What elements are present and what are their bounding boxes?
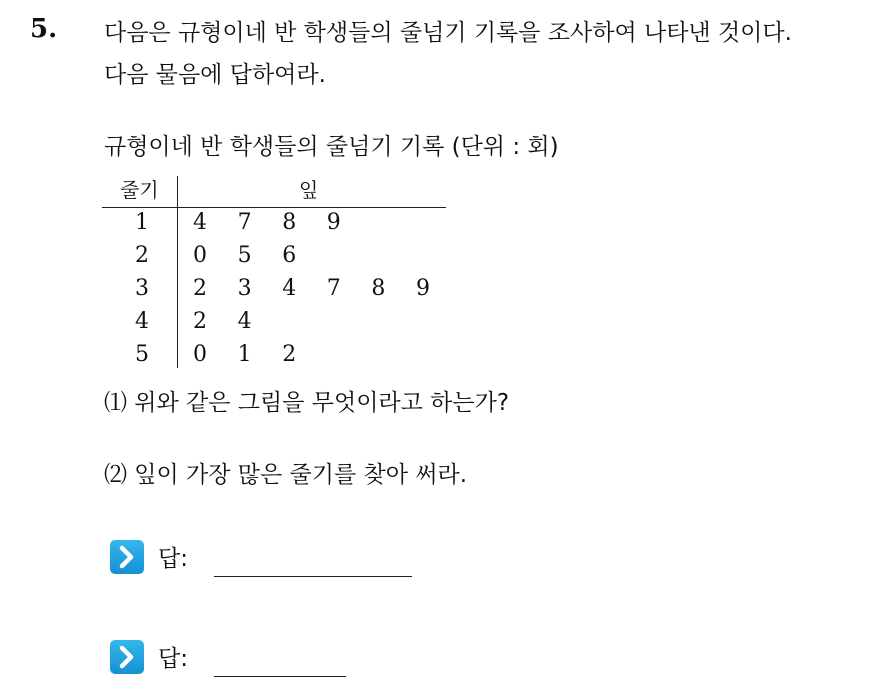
question-intro-line2: 다음 물음에 답하여라.	[104, 62, 326, 88]
stem-value: 2	[135, 243, 149, 268]
leaf-value: 0	[193, 342, 207, 367]
leaf-value: 2	[193, 309, 207, 334]
question-intro-line1: 다음은 규형이네 반 학생들의 줄넘기 기록을 조사하여 나타낸 것이다.	[104, 20, 792, 46]
stem-value: 4	[135, 309, 149, 334]
answer-2	[110, 636, 430, 676]
stem-leaf-row	[102, 309, 446, 339]
stem-leaf-row	[102, 276, 446, 306]
header-divider	[102, 207, 446, 208]
leaf-header: 잎	[299, 178, 319, 202]
leaf-value: 7	[237, 210, 252, 235]
leaf-value: 2	[282, 342, 297, 367]
stem-leaf-row	[102, 210, 446, 240]
leaf-value: 4	[193, 210, 207, 235]
question-number: 5.	[30, 14, 58, 44]
leaf-value: 2	[193, 276, 207, 301]
table-title: 규형이네 반 학생들의 줄넘기 기록 (단위 : 회)	[104, 134, 559, 160]
leaf-value: 9	[416, 276, 430, 301]
stem-value: 3	[135, 276, 149, 301]
leaf-value: 3	[237, 276, 252, 301]
stem-leaf-row	[102, 342, 446, 372]
answer-blank[interactable]	[214, 676, 346, 677]
stem-header: 줄기	[120, 178, 159, 202]
leaf-value: 9	[326, 210, 341, 235]
subquestion-1: ⑴ 위와 같은 그림을 무엇이라고 하는가?	[104, 390, 510, 416]
leaf-value: 4	[282, 276, 297, 301]
leaf-value: 4	[237, 309, 252, 334]
answer-label: 답:	[158, 546, 188, 572]
answer-label: 답:	[158, 646, 188, 672]
leaf-value: 5	[237, 243, 252, 268]
chevron-right-icon	[110, 640, 144, 674]
leaf-value: 7	[326, 276, 341, 301]
stem-value: 5	[135, 342, 149, 367]
stem-leaf-plot	[102, 174, 446, 370]
answer-blank[interactable]	[214, 576, 412, 577]
leaf-value: 8	[282, 210, 297, 235]
leaf-value: 8	[371, 276, 386, 301]
stem-value: 1	[135, 210, 149, 235]
chevron-right-icon	[110, 540, 144, 574]
leaf-value: 6	[282, 243, 297, 268]
subquestion-2: ⑵ 잎이 가장 많은 줄기를 찾아 써라.	[104, 462, 468, 488]
stem-leaf-row	[102, 243, 446, 273]
answer-1	[110, 536, 430, 576]
leaf-value: 1	[237, 342, 252, 367]
leaf-value: 0	[193, 243, 207, 268]
